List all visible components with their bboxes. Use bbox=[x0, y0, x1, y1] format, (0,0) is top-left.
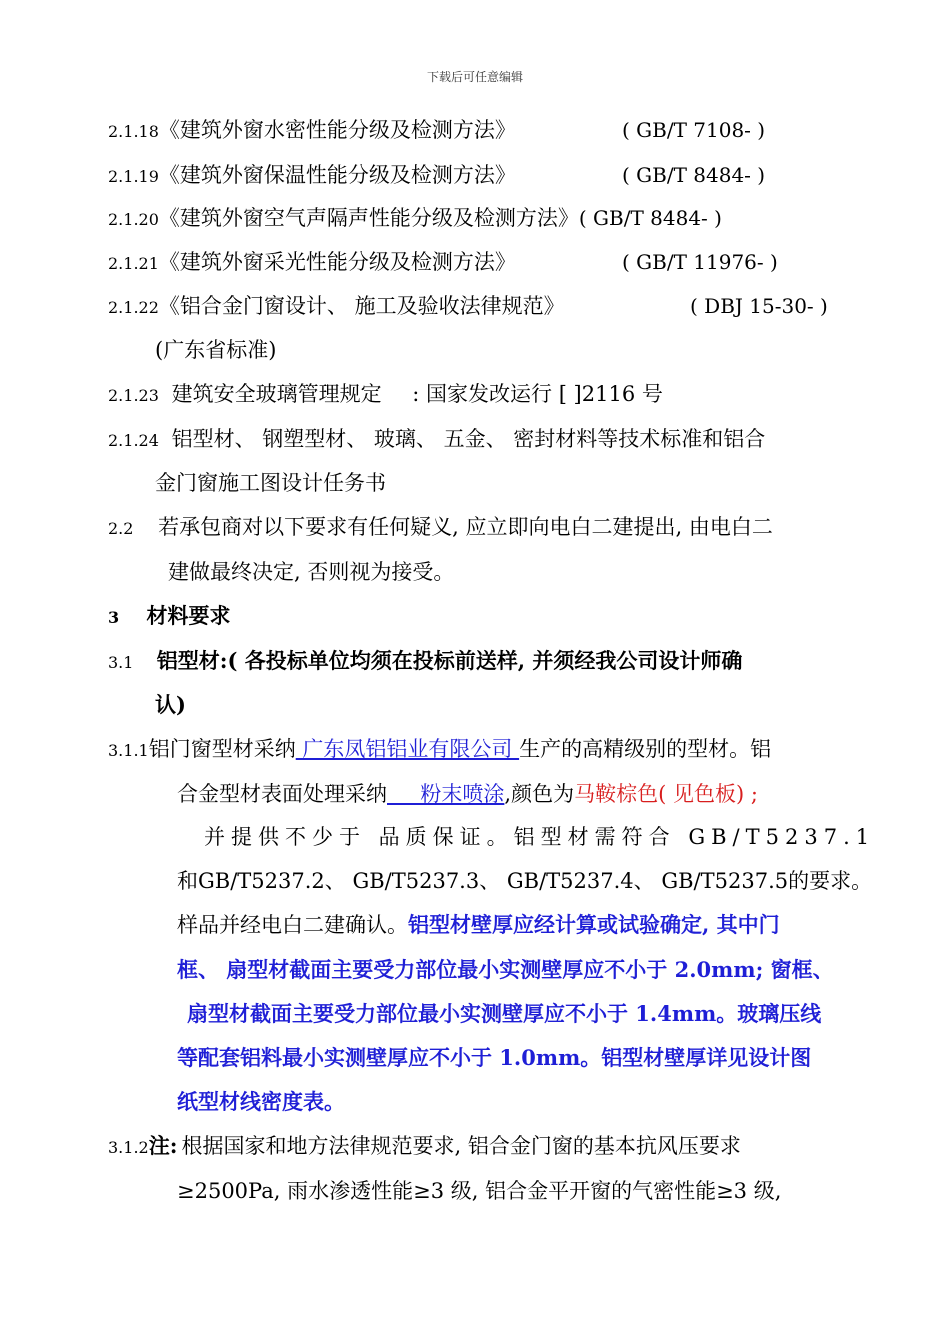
text-segment: 铝门窗型材采纳 bbox=[148, 737, 296, 761]
section-3-1-1-line-1 bbox=[108, 734, 771, 766]
item-title: 《铝合金门窗设计、 施工及验收法律规范》 bbox=[158, 294, 565, 318]
section-3-1-2-line-2: ≥2500Pa, 雨水渗透性能≥3 级, 铝合金平开窗的气密性能≥3 级, bbox=[177, 1179, 782, 1203]
item-2-1-23 bbox=[108, 379, 663, 411]
item-standard: ( GB/T 8484- ) bbox=[622, 163, 766, 187]
text-segment: ,颜色为 bbox=[504, 782, 575, 806]
section-3-1-1-line-5 bbox=[177, 910, 780, 940]
section-number: 3.1 bbox=[108, 653, 134, 672]
item-number: 2.1.21 bbox=[108, 254, 159, 273]
item-number: 2.1.19 bbox=[108, 167, 159, 186]
item-standard: ( GB/T 8484- ) bbox=[578, 206, 722, 230]
section-3-1-1-line-2 bbox=[177, 779, 758, 809]
section-3-1 bbox=[108, 646, 742, 678]
section-3-1-1-line-4: 和GB/T5237.2、 GB/T5237.3、 GB/T5237.4、 GB/T5237.5的要求。 bbox=[177, 869, 873, 893]
text-segment: 根据国家和地方法律规范要求, 铝合金门窗的基本抗风压要求 bbox=[181, 1134, 741, 1158]
item-2-1-22-continuation: (广东省标准) bbox=[155, 338, 277, 362]
item-2-1-19 bbox=[108, 160, 516, 192]
item-number: 2.1.20 bbox=[108, 210, 159, 229]
item-text: 建筑安全玻璃管理规定 bbox=[171, 382, 382, 406]
item-text: 铝型材、 钢塑型材、 玻璃、 五金、 密封材料等技术标准和铝合 bbox=[171, 427, 766, 451]
item-2-1-20 bbox=[108, 203, 722, 235]
item-text: 若承包商对以下要求有任何疑义, 应立即向电白二建提出, 由电白二 bbox=[158, 515, 773, 539]
section-3-1-continuation: 认) bbox=[155, 692, 186, 717]
section-3-1-1-line-9: 纸型材线密度表。 bbox=[177, 1089, 345, 1114]
supplier-name: 广东凤铝铝业有限公司 bbox=[295, 737, 520, 761]
section-3-1-1-line-3: 并提供不少于 品质保证。铝型材需符合 GB/T5237.1 bbox=[204, 825, 876, 849]
item-2-1-24-continuation: 金门窗施工图设计任务书 bbox=[155, 471, 386, 495]
section-title: 材料要求 bbox=[146, 603, 231, 628]
item-title: 《建筑外窗水密性能分级及检测方法》 bbox=[158, 118, 516, 142]
item-2-1-18 bbox=[108, 115, 516, 147]
page-header: 下载后可任意编辑 bbox=[426, 70, 523, 84]
section-number: 3.1.2 bbox=[108, 1138, 149, 1157]
item-number: 2.2 bbox=[108, 519, 134, 538]
section-number: 3.1.1 bbox=[108, 741, 149, 760]
section-3-1-1-line-6: 框、 扇型材截面主要受力部位最小实测壁厚应不小于 2.0mm; 窗框、 bbox=[177, 957, 834, 982]
item-number: 2.1.23 bbox=[108, 386, 159, 405]
section-3-1-1-line-8: 等配套铝料最小实测壁厚应不小于 1.0mm。铝型材壁厚详见设计图 bbox=[177, 1045, 812, 1070]
item-number: 2.1.24 bbox=[108, 431, 159, 450]
item-2-2-continuation: 建做最终决定, 否则视为接受。 bbox=[168, 560, 455, 584]
item-number: 2.1.22 bbox=[108, 298, 159, 317]
item-standard: ( GB/T 11976- ) bbox=[622, 250, 778, 274]
item-2-1-22 bbox=[108, 291, 565, 323]
item-title: 《建筑外窗保温性能分级及检测方法》 bbox=[158, 163, 516, 187]
section-3-heading bbox=[108, 601, 230, 633]
color-spec: 马鞍棕色( 见色板) ; bbox=[574, 782, 758, 806]
text-segment: 生产的高精级别的型材。铝 bbox=[519, 737, 772, 761]
item-text-rest: : 国家发改运行 [ ]2116 号 bbox=[412, 382, 663, 406]
item-2-1-24 bbox=[108, 424, 765, 456]
text-segment: 合金型材表面处理采纳 bbox=[177, 782, 387, 806]
item-standard: ( GB/T 7108- ) bbox=[622, 118, 766, 142]
surface-treatment: 粉末喷涂 bbox=[387, 782, 505, 806]
section-3-1-2-line-1 bbox=[108, 1131, 741, 1163]
item-title: 《建筑外窗采光性能分级及检测方法》 bbox=[158, 250, 516, 274]
note-label: 注: bbox=[148, 1133, 178, 1158]
item-number: 2.1.18 bbox=[108, 122, 159, 141]
wall-thickness-text: 铝型材壁厚应经计算或试验确定, 其中门 bbox=[408, 912, 780, 937]
section-3-1-1-line-7: 扇型材截面主要受力部位最小实测壁厚应不小于 1.4mm。玻璃压线 bbox=[187, 1001, 822, 1026]
item-2-1-21 bbox=[108, 247, 516, 279]
section-text: 铝型材:( 各投标单位均须在投标前送样, 并须经我公司设计师确 bbox=[156, 648, 743, 673]
item-standard: ( DBJ 15-30- ) bbox=[690, 294, 828, 318]
item-2-2 bbox=[108, 512, 773, 544]
text-segment: 样品并经电白二建确认。 bbox=[177, 913, 408, 937]
section-number: 3 bbox=[108, 608, 120, 627]
item-title: 《建筑外窗空气声隔声性能分级及检测方法》 bbox=[158, 206, 579, 230]
